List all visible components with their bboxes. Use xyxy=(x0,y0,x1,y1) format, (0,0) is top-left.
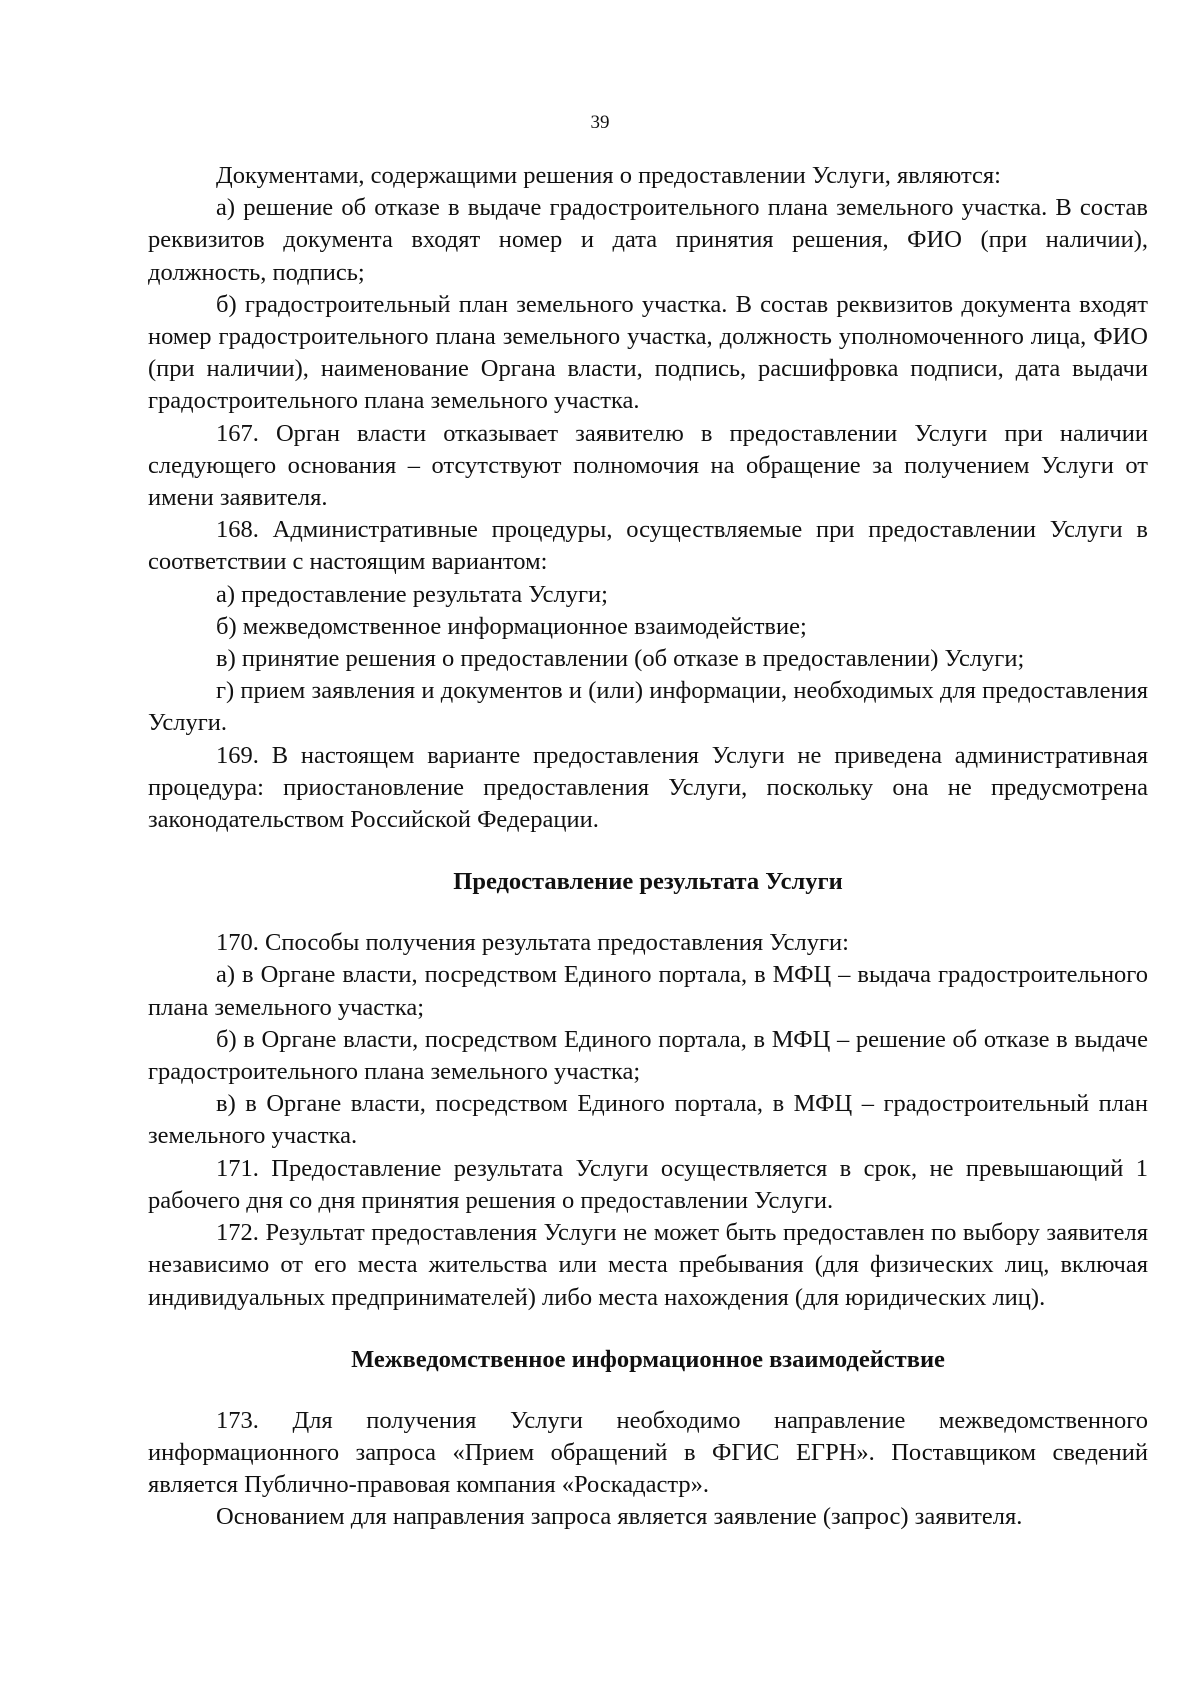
paragraph: в) в Органе власти, посредством Единого портала, в МФЦ – градостроительный план земельного участка. xyxy=(148,1090,1148,1150)
paragraph: 169. В настоящем варианте предоставления Услуги не приведена административная процедура: приостановление предоставления Услуги, поскольку она не предусмотрена законодательством Российской Федерации. xyxy=(148,741,1148,834)
paragraph: б) градостроительный план земельного участка. В состав реквизитов документа входят номер градостроительного плана земельного участка, должность уполномоченного лица, ФИО (при наличии), наименование Органа власти, подпись, расшифровка подписи, дата выдачи градостроительного плана земельного участка. xyxy=(148,290,1148,415)
paragraph: 173. Для получения Услуги необходимо направление межведомственного информационного запроса «Прием обращений в ФГИС ЕГРН». Поставщиком сведений является Публично-правовая компания «Роскадастр». xyxy=(148,1406,1148,1499)
section-heading: Межведомственное информационное взаимодействие xyxy=(351,1345,945,1373)
paragraph: 168. Административные процедуры, осуществляемые при предоставлении Услуги в соответствии с настоящим вариантом: xyxy=(148,516,1148,576)
section-heading: Предоставление результата Услуги xyxy=(453,868,843,896)
paragraph: а) предоставление результата Услуги; xyxy=(216,580,608,608)
paragraph: 170. Способы получения результата предоставления Услуги: xyxy=(216,929,849,957)
paragraph: а) решение об отказе в выдаче градостроительного плана земельного участка. В состав реквизитов документа входят номер и дата принятия решения, ФИО (при наличии), должность, подпись; xyxy=(148,194,1148,286)
paragraph: 172. Результат предоставления Услуги не может быть предоставлен по выбору заявителя независимо от его места жительства или места пребывания (для физических лиц, включая индивидуальных предпринимателей) либо места нахождения (для юридических лиц). xyxy=(148,1219,1148,1311)
paragraph: Документами, содержащими решения о предоставлении Услуги, являются: xyxy=(216,162,1001,189)
paragraph: Основанием для направления запроса является заявление (запрос) заявителя. xyxy=(216,1503,1023,1531)
page-number: 39 xyxy=(590,112,610,133)
paragraph: б) межведомственное информационное взаимодействие; xyxy=(216,612,807,640)
paragraph: а) в Органе власти, посредством Единого портала, в МФЦ – выдача градостроительного плана земельного участка; xyxy=(148,961,1148,1021)
paragraph: г) прием заявления и документов и (или) информации, необходимых для предоставления Услуги. xyxy=(148,677,1148,737)
paragraph: 167. Орган власти отказывает заявителю в предоставлении Услуги при наличии следующего основания – отсутствуют полномочия на обращение за получением Услуги от имени заявителя. xyxy=(148,419,1148,512)
paragraph: 171. Предоставление результата Услуги осуществляется в срок, не превышающий 1 рабочего дня со дня принятия решения о предоставлении Услуги. xyxy=(148,1154,1148,1214)
paragraph: б) в Органе власти, посредством Единого портала, в МФЦ – решение об отказе в выдаче градостроительного плана земельного участка; xyxy=(148,1025,1148,1086)
document-body xyxy=(148,160,1148,1534)
paragraph: в) принятие решения о предоставлении (об отказе в предоставлении) Услуги; xyxy=(216,645,1025,673)
